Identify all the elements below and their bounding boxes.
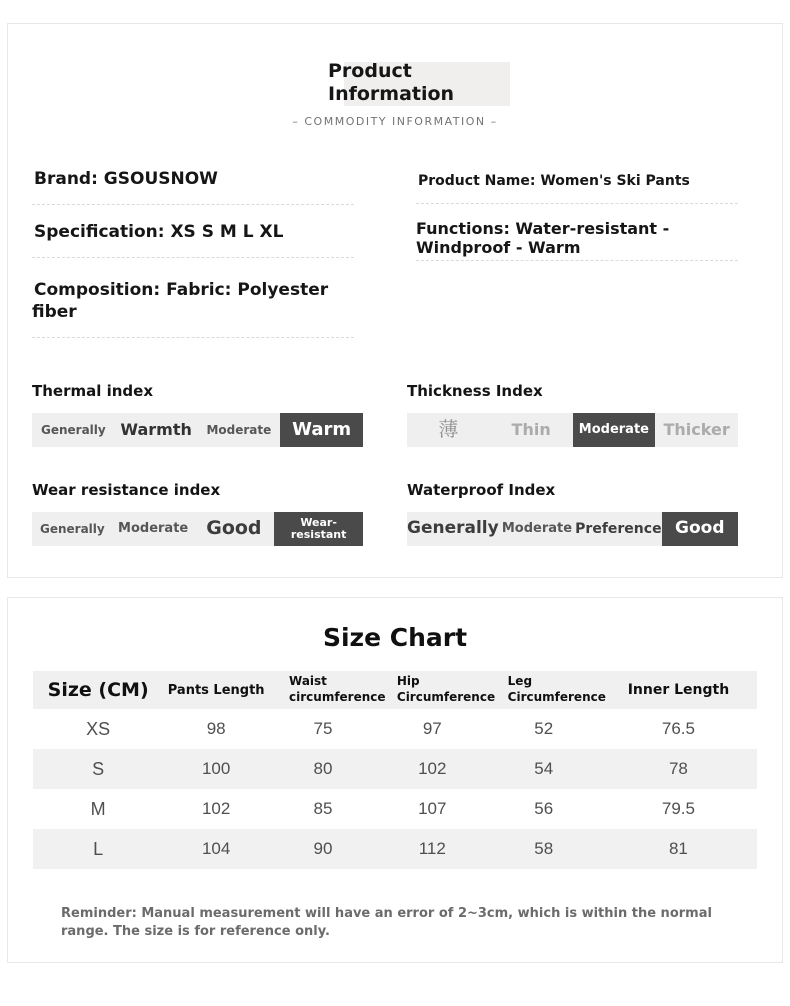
measurement-reminder: Reminder: Manual measurement will have an error of 2~3cm, which is within the normal range. The size is for reference only. [61,906,712,940]
column-header-waist: Waist circumference [289,674,386,704]
product-name-row [416,164,738,204]
cell-leg: 54 [534,759,554,778]
size-chart-card [7,597,783,963]
product-info-header [32,24,758,128]
product-attributes [32,164,758,338]
index-row-2 [32,481,758,546]
attributes-left-column [32,164,354,338]
cell-leg: 52 [534,719,554,738]
thickness-index-title: Thickness Index [407,381,543,400]
cell-pants-length: 104 [201,839,231,858]
column-header-hip: Hip Circumference [396,674,496,704]
table-row-l [33,829,757,869]
index-segment: 薄 [438,417,459,442]
thickness-index-bar [407,413,738,447]
index-segment: Moderate [501,521,573,537]
index-row-1 [32,382,758,447]
index-segment: Generally [407,518,499,539]
composition-text: Composition: Fabric: Polyester fiber [32,279,329,322]
functions-text: Functions: Water-resistant - Windproof - Warm [416,218,670,257]
index-segment: Warmth [120,419,192,439]
table-row-s [33,749,757,789]
thickness-index-section [407,382,738,447]
waterproof-index-bar [407,512,738,546]
column-header-size: Size (CM) [47,679,149,701]
waterproof-index-section [407,481,738,546]
cell-leg: 56 [534,799,554,818]
title-block [328,60,462,106]
index-segment-active: Good [662,512,738,546]
table-row-m [33,789,757,829]
cell-hip: 112 [418,839,446,858]
index-segment: Moderate [206,422,272,437]
cell-size: S [92,758,105,779]
product-name-text: Product Name: Women's Ski Pants [418,172,690,189]
cell-pants-length: 102 [201,799,231,818]
cell-pants-length: 100 [201,759,231,778]
cell-waist: 80 [313,759,333,778]
index-segment: Moderate [118,521,189,537]
table-row-xs [33,709,757,749]
attributes-right-column [416,164,738,338]
cell-waist: 90 [313,839,333,858]
index-segment: Preference [575,520,662,537]
index-segment: Thicker [663,419,730,439]
composition-row [32,258,354,338]
cell-hip: 102 [418,759,447,778]
cell-pants-length: 98 [206,719,226,738]
cell-size: M [90,798,106,819]
cell-leg: 58 [534,839,554,858]
size-chart-title: Size Chart [322,623,468,652]
size-chart-header-row [33,671,757,709]
cell-hip: 97 [422,719,442,738]
column-header-inner-length: Inner Length [627,682,730,698]
functions-row [416,204,738,261]
thermal-index-title: Thermal index [32,381,154,400]
cell-waist: 75 [313,719,333,738]
cell-waist: 85 [313,799,333,818]
cell-size: XS [86,718,111,739]
cell-inner-length: 76.5 [661,719,695,738]
cell-inner-length: 79.5 [661,799,695,818]
page-title: Product Information [328,60,455,105]
wear-resistance-index-title: Wear resistance index [32,480,221,499]
specification-text: Specification: XS S M L XL [34,221,284,242]
cell-inner-length: 81 [668,839,688,858]
index-segment: Thin [511,419,551,439]
brand-row [32,164,354,205]
cell-size: L [93,838,104,859]
cell-inner-length: 78 [668,759,688,778]
index-segment: Generally [40,521,105,536]
size-chart-table [33,671,757,869]
thermal-index-section [32,382,363,447]
index-segment-active: Moderate [573,413,656,447]
column-header-leg: Leg Circumference [507,674,606,704]
index-segment-active: Warm [280,413,363,447]
index-segment: Generally [41,422,106,437]
product-information-card [7,23,783,578]
wear-resistance-index-section [32,481,363,546]
wear-resistance-index-bar [32,512,363,546]
column-header-pants-length: Pants Length [167,682,265,698]
cell-hip: 107 [418,799,447,818]
specification-row [32,205,354,258]
thermal-index-bar [32,413,363,447]
index-segment: Good [206,517,262,539]
waterproof-index-title: Waterproof Index [407,480,556,499]
page-subtitle: – COMMODITY INFORMATION – [292,114,498,128]
brand-text: Brand: GSOUSNOW [34,168,218,189]
index-segment-active: Wear-resistant [274,512,363,546]
